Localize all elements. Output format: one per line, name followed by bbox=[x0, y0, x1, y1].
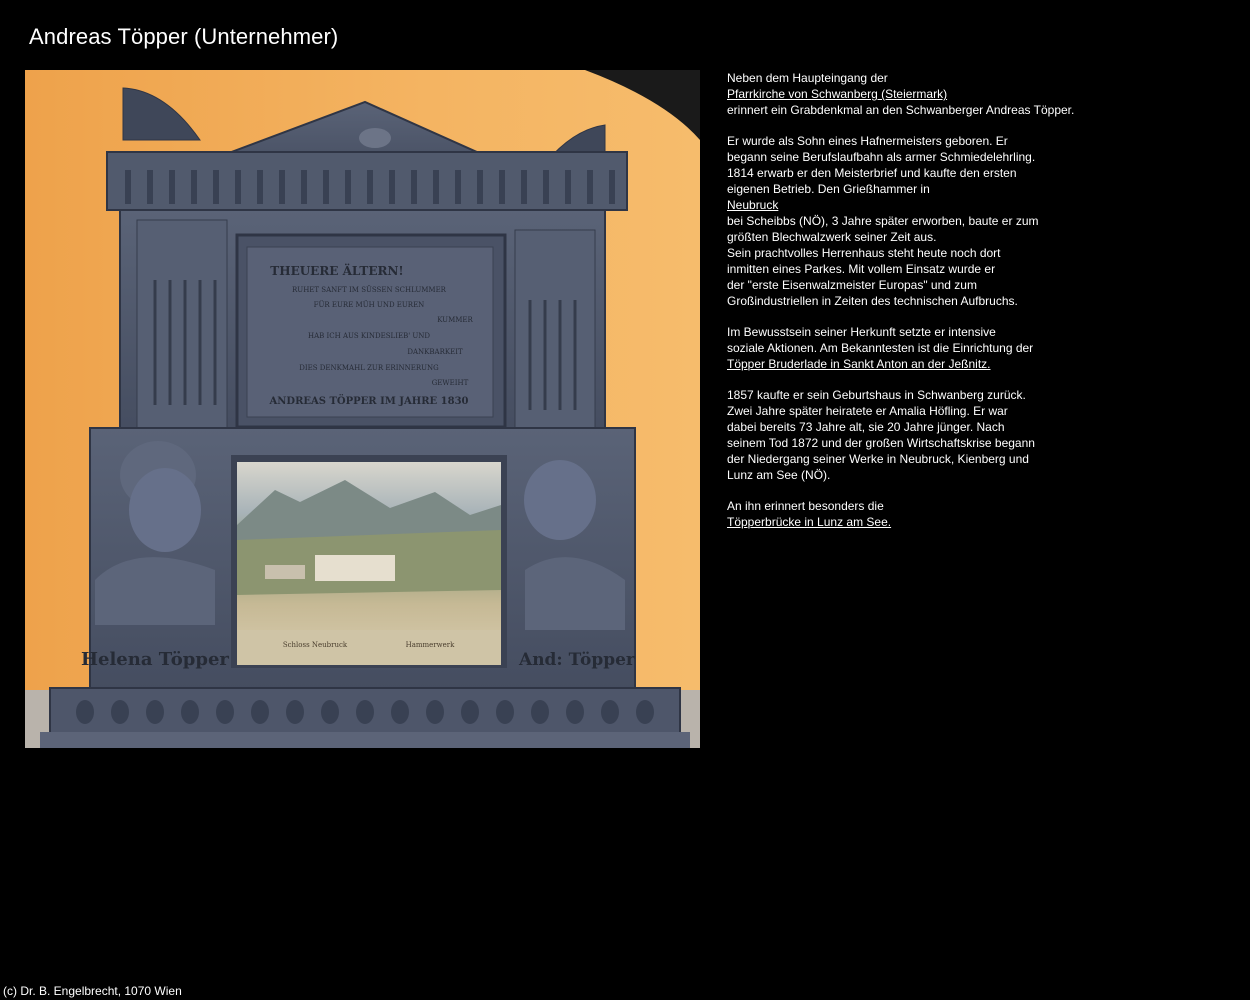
plaque-line-3: KUMMER bbox=[437, 316, 473, 324]
painting-caption-left: Schloss Neubruck bbox=[282, 641, 348, 649]
page-title: Andreas Töpper (Unternehmer) bbox=[29, 24, 339, 49]
text-line: der Niedergang seiner Werke in Neubruck, Kienberg und bbox=[727, 452, 1029, 466]
text-line: erinnert ein Grabdenkmal an den Schwanberger Andreas Töpper. bbox=[727, 103, 1075, 117]
text-line: 1814 erwarb er den Meisterbrief und kaufte den ersten bbox=[727, 166, 1017, 180]
painting-caption-right: Hammerwerk bbox=[405, 641, 455, 649]
text-line: Lunz am See (NÖ). bbox=[727, 468, 831, 482]
text-line: inmitten eines Parkes. Mit vollem Einsatz wurde er bbox=[727, 262, 996, 276]
link-neubruck[interactable]: Neubruck bbox=[727, 198, 779, 212]
text-line: bei Scheibbs (NÖ), 3 Jahre später erworben, baute er zum bbox=[727, 214, 1039, 228]
text-line: dabei bereits 73 Jahre alt, sie 20 Jahre jünger. Nach bbox=[727, 420, 1005, 434]
text-line: Großindustriellen in Zeiten des technischen Aufbruchs. bbox=[727, 294, 1018, 308]
plaque-signature: ANDREAS TÖPPER IM JAHRE 1830 bbox=[269, 396, 469, 407]
plaque-line-7: GEWEIHT bbox=[431, 379, 469, 387]
paragraph-location bbox=[727, 70, 1187, 118]
text-line: eigenen Betrieb. Den Grießhammer in bbox=[727, 182, 930, 196]
text-line: An ihn erinnert besonders die bbox=[727, 499, 884, 513]
portrait-name-left: Helena Töpper bbox=[81, 649, 229, 670]
plaque-line-6: DIES DENKMAHL ZUR ERINNERUNG bbox=[299, 364, 439, 372]
description-text bbox=[727, 70, 1187, 545]
monument-photo bbox=[25, 70, 700, 748]
plaque-heading: THEUERE ÄLTERN! bbox=[270, 264, 404, 278]
paragraph-social bbox=[727, 324, 1187, 372]
text-line: Er wurde als Sohn eines Hafnermeisters geboren. Er bbox=[727, 134, 1008, 148]
copyright-footer: (c) Dr. B. Engelbrecht, 1070 Wien bbox=[3, 984, 182, 998]
text-line: begann seine Berufslaufbahn als armer Schmiedelehrling. bbox=[727, 150, 1036, 164]
plaque-line-5: DANKBARKEIT bbox=[407, 348, 463, 356]
text-line: seinem Tod 1872 und der großen Wirtschaftskrise begann bbox=[727, 436, 1035, 450]
link-pfarrkirche-schwanberg[interactable]: Pfarrkirche von Schwanberg (Steiermark) bbox=[727, 87, 948, 101]
grave-monument-image bbox=[25, 70, 700, 748]
plaque-line-2: FÜR EURE MÜH UND EUREN bbox=[313, 301, 425, 309]
text-line: Im Bewusstsein seiner Herkunft setzte er intensive bbox=[727, 325, 996, 339]
text-line: Neben dem Haupteingang der bbox=[727, 71, 888, 85]
paragraph-later-life bbox=[727, 387, 1187, 483]
plaque-line-4: HAB ICH AUS KINDESLIEB' UND bbox=[307, 332, 431, 340]
paragraph-career bbox=[727, 133, 1187, 309]
plaque-line-1: RUHET SANFT IM SÜSSEN SCHLUMMER bbox=[292, 286, 446, 294]
text-line: 1857 kaufte er sein Geburtshaus in Schwanberg zurück. bbox=[727, 388, 1026, 402]
text-line: soziale Aktionen. Am Bekanntesten ist die Einrichtung der bbox=[727, 341, 1034, 355]
text-line: Sein prachtvolles Herrenhaus steht heute noch dort bbox=[727, 246, 1001, 260]
paragraph-memorial bbox=[727, 498, 1187, 530]
text-line: größten Blechwalzwerk seiner Zeit aus. bbox=[727, 230, 937, 244]
link-toepper-bruderlade[interactable]: Töpper Bruderlade in Sankt Anton an der Jeßnitz. bbox=[727, 357, 991, 371]
link-toepperbruecke-lunz[interactable]: Töpperbrücke in Lunz am See. bbox=[727, 515, 892, 529]
portrait-name-right: And: Töpper bbox=[519, 650, 635, 670]
text-line: der "erste Eisenwalzmeister Europas" und zum bbox=[727, 278, 977, 292]
text-line: Zwei Jahre später heiratete er Amalia Höfling. Er war bbox=[727, 404, 1008, 418]
